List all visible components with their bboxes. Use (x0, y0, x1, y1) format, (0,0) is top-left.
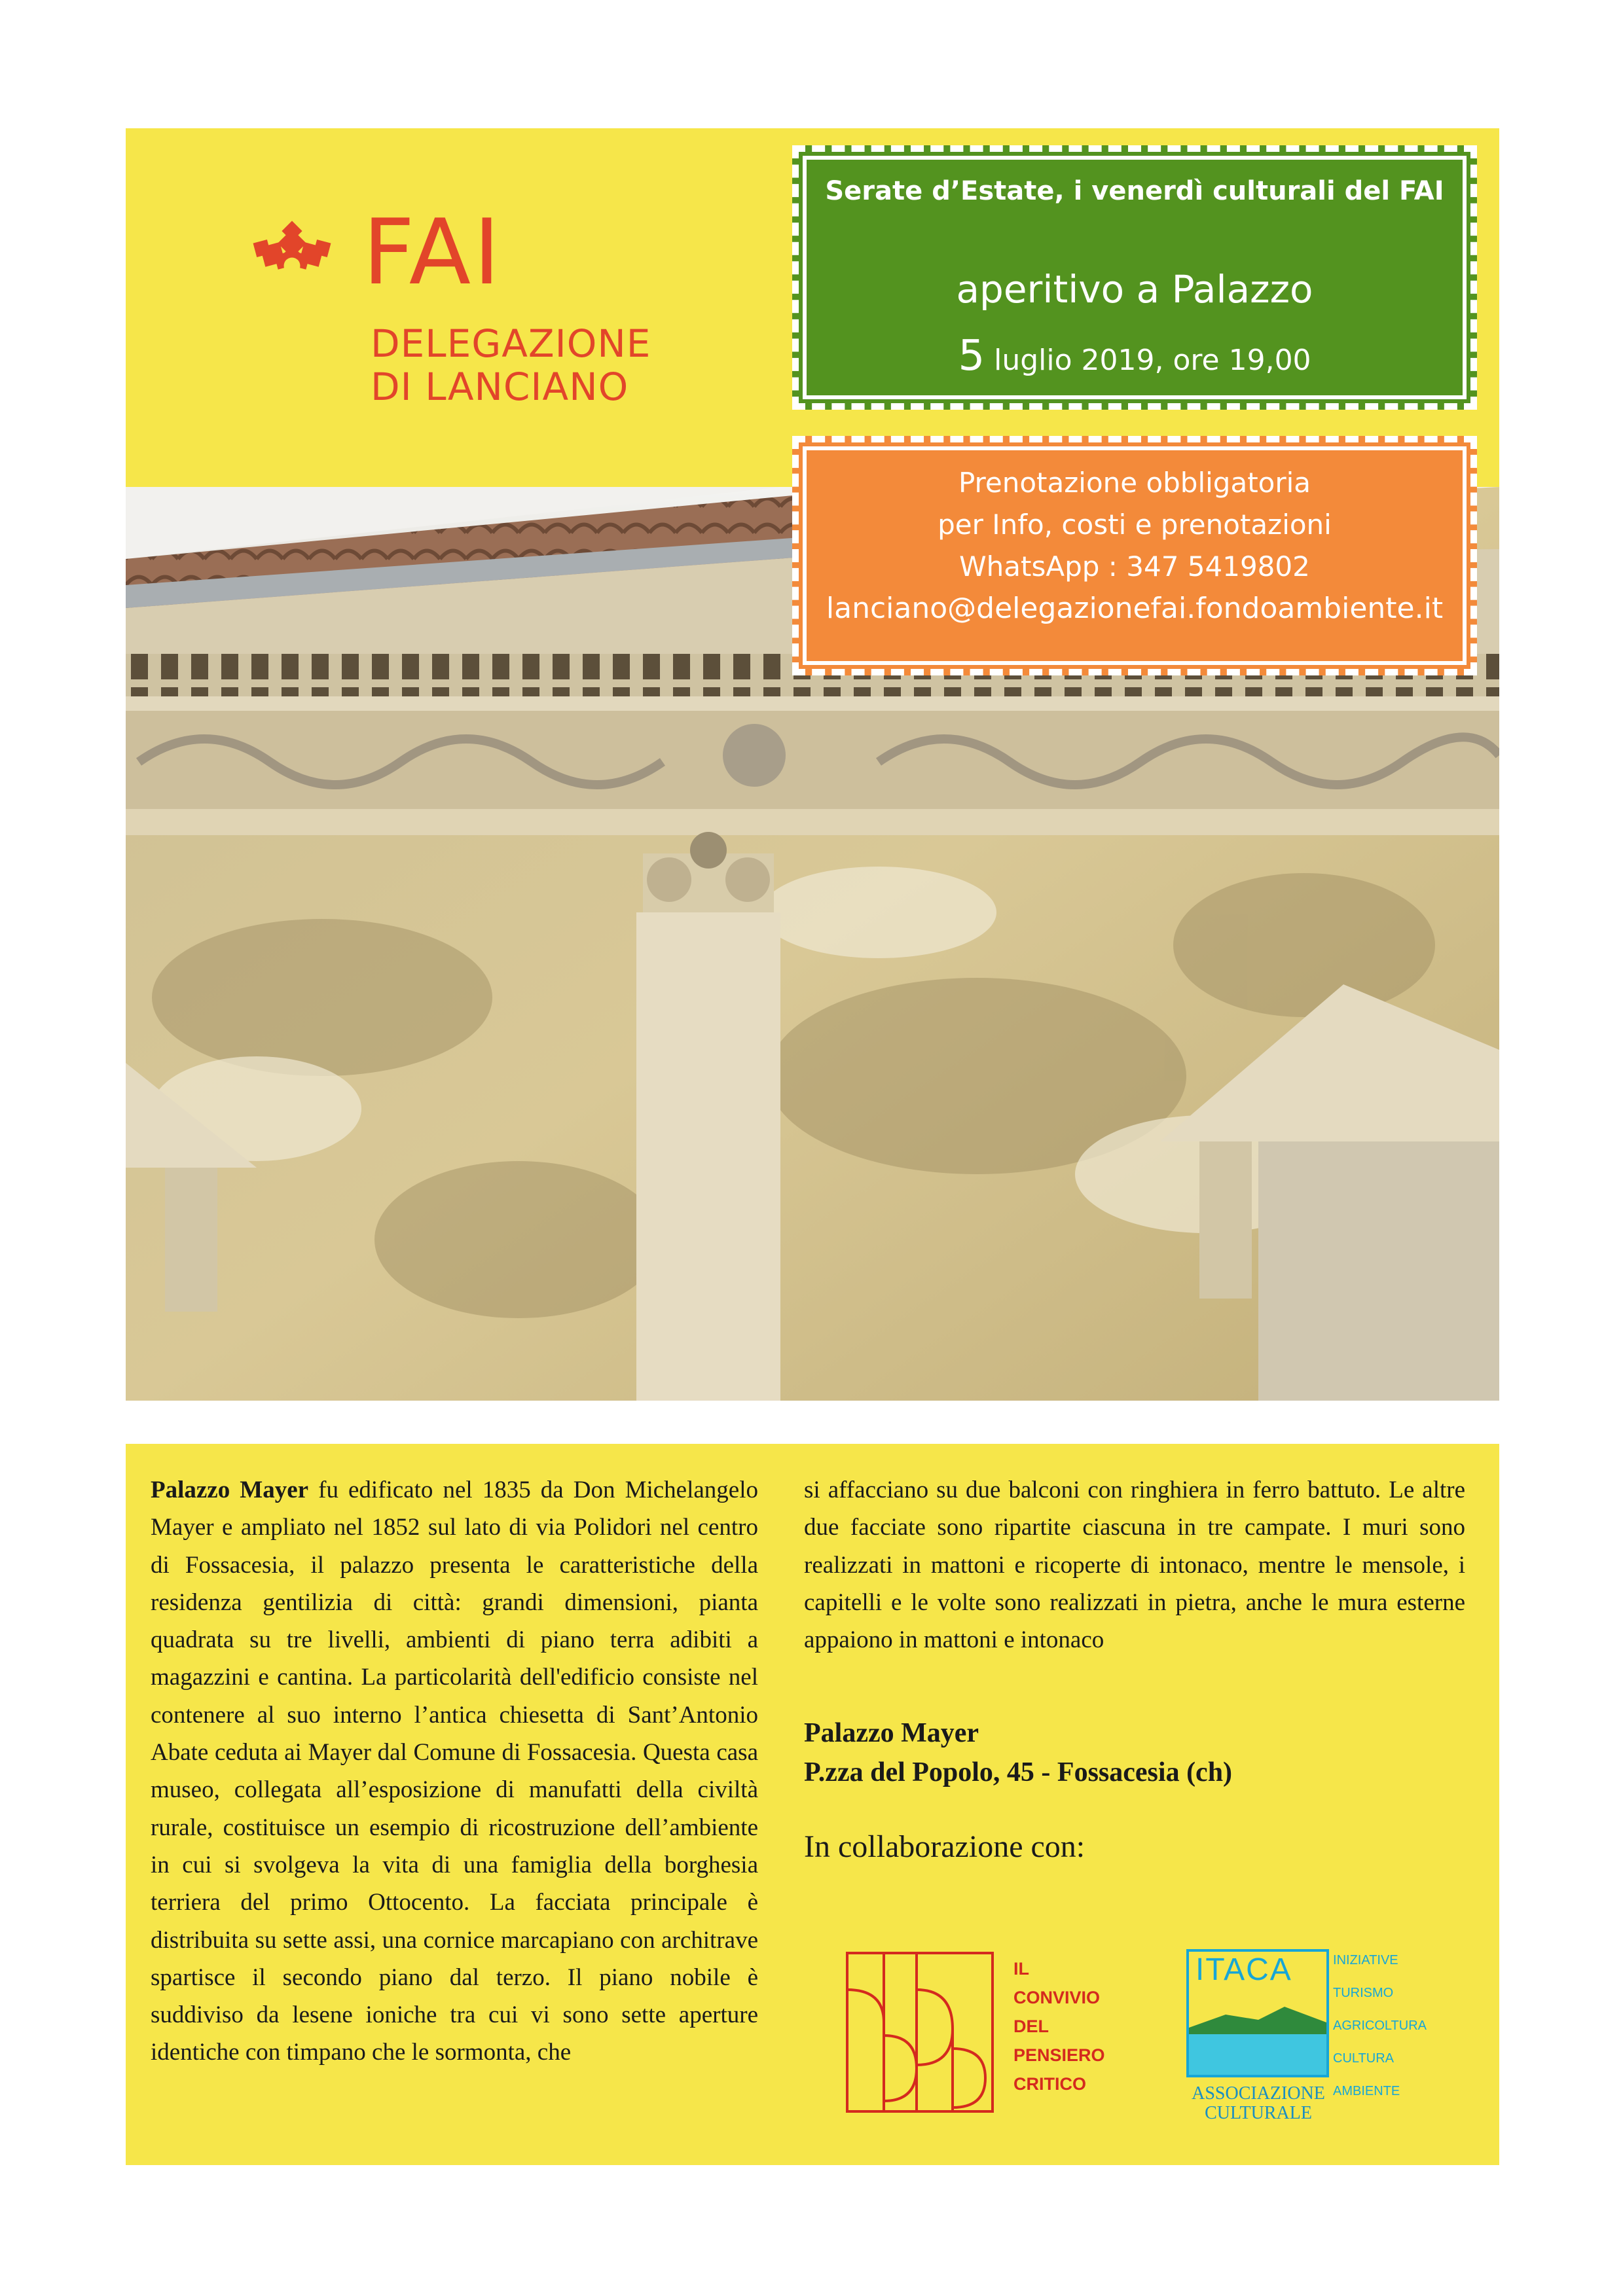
convivio-line-1: IL (1013, 1959, 1029, 1979)
event-series: Serate d’Estate, i venerdì culturali del FAI (825, 176, 1444, 206)
convivio-line-2: CONVIVIO (1013, 1988, 1101, 2007)
booking-whatsapp: WhatsApp : 347 5419802 (959, 550, 1310, 583)
booking-required: Prenotazione obbligatoria (958, 467, 1311, 499)
itaca-logo (1186, 1944, 1448, 2140)
booking-info: per Info, costi e prenotazioni (938, 509, 1332, 541)
description-left-column (151, 1471, 758, 2072)
booking-box (792, 436, 1477, 675)
booking-email: lanciano@delegazionefai.fondoambiente.it (826, 592, 1444, 625)
convivio-line-5: CRITICO (1013, 2074, 1086, 2094)
convivio-line-4: PENSIERO (1013, 2045, 1105, 2065)
description-left-text: fu edificato nel 1835 da Don Michelangelo Mayer e ampliato nel 1852 sul lato di via Polidori nel centro di Fossacesia, il palazzo presenta le caratteristiche della residenza gentilizia di città: grandi dimensioni, pianta quadrata su tre livelli, ambienti di piano terra adibiti a magazzini e cantina. La particolarità dell'edificio consiste nel contenere al suo interno l’antica chiesetta di Sant’Antonio Abate ceduta ai Mayer dal Comune di Fossacesia. Questa casa museo, collegata all’esposizione di manufatti della civiltà rurale, costituisce un esempio di ricostruzione dell’ambiente in cui si svolgeva la vita di una famiglia della borghesia terriera del primo Ottocento. La facciata principale è distribuita su sette assi, una cornice marcapiano con architrave spartisce il secondo piano dal terzo. Il piano nobile è suddiviso da lesene ioniche tra cui vi sono sette aperture identiche con timpano che le sormonta, che (151, 1477, 758, 2066)
itaca-acr-3: AGRICOLTURA (1333, 2018, 1427, 2033)
itaca-wordmark: ITACA (1195, 1952, 1292, 1987)
event-date-rest: luglio 2019, ore 19,00 (985, 344, 1311, 377)
itaca-association (1186, 2084, 1330, 2123)
convivio-logo (845, 1950, 1133, 2114)
event-title: aperitivo a Palazzo (956, 267, 1313, 312)
description-right-column: si affacciano su due balconi con ringhiera in ferro battuto. Le altre due facciate sono ripartite ciascuna in tre campate. I muri sono realizzati in mattoni e ricoperte di intonaco, mentre le mensole, i capitelli e le volte sono realizzati in pietra, anche le mura esterne appaiono in mattoni e intonaco (804, 1477, 1465, 1654)
convivio-line-3: DEL (1013, 2017, 1049, 2036)
delegation-line-2: DI LANCIANO (371, 365, 629, 409)
fai-logo (241, 200, 660, 416)
itaca-acronym (1333, 1944, 1427, 2108)
event-day: 5 (958, 332, 985, 380)
itaca-acr-5: AMBIENTE (1333, 2084, 1400, 2098)
delegation-line-1: DELEGAZIONE (371, 321, 651, 366)
description-lead: Palazzo Mayer (151, 1477, 309, 1503)
itaca-assoc-line-1: ASSOCIAZIONE (1192, 2083, 1325, 2104)
convivio-name (1013, 1954, 1105, 2098)
venue-street: P.zza del Popolo, 45 - Fossacesia (ch) (804, 1757, 1233, 1787)
itaca-acr-4: CULTURA (1333, 2051, 1394, 2066)
venue-address (804, 1713, 1465, 1792)
fai-wordmark: FAI (363, 200, 503, 305)
itaca-assoc-line-2: CULTURALE (1205, 2103, 1312, 2123)
itaca-acr-2: TURISMO (1333, 1986, 1394, 2000)
collaboration-label: In collaborazione con: (804, 1829, 1085, 1864)
event-date (799, 330, 1470, 387)
event-box (792, 145, 1477, 410)
fai-emblem-icon (241, 215, 343, 317)
venue-name: Palazzo Mayer (804, 1718, 979, 1748)
itaca-acr-1: INIZIATIVE (1333, 1953, 1398, 1967)
convivio-emblem-icon (845, 1950, 995, 2114)
